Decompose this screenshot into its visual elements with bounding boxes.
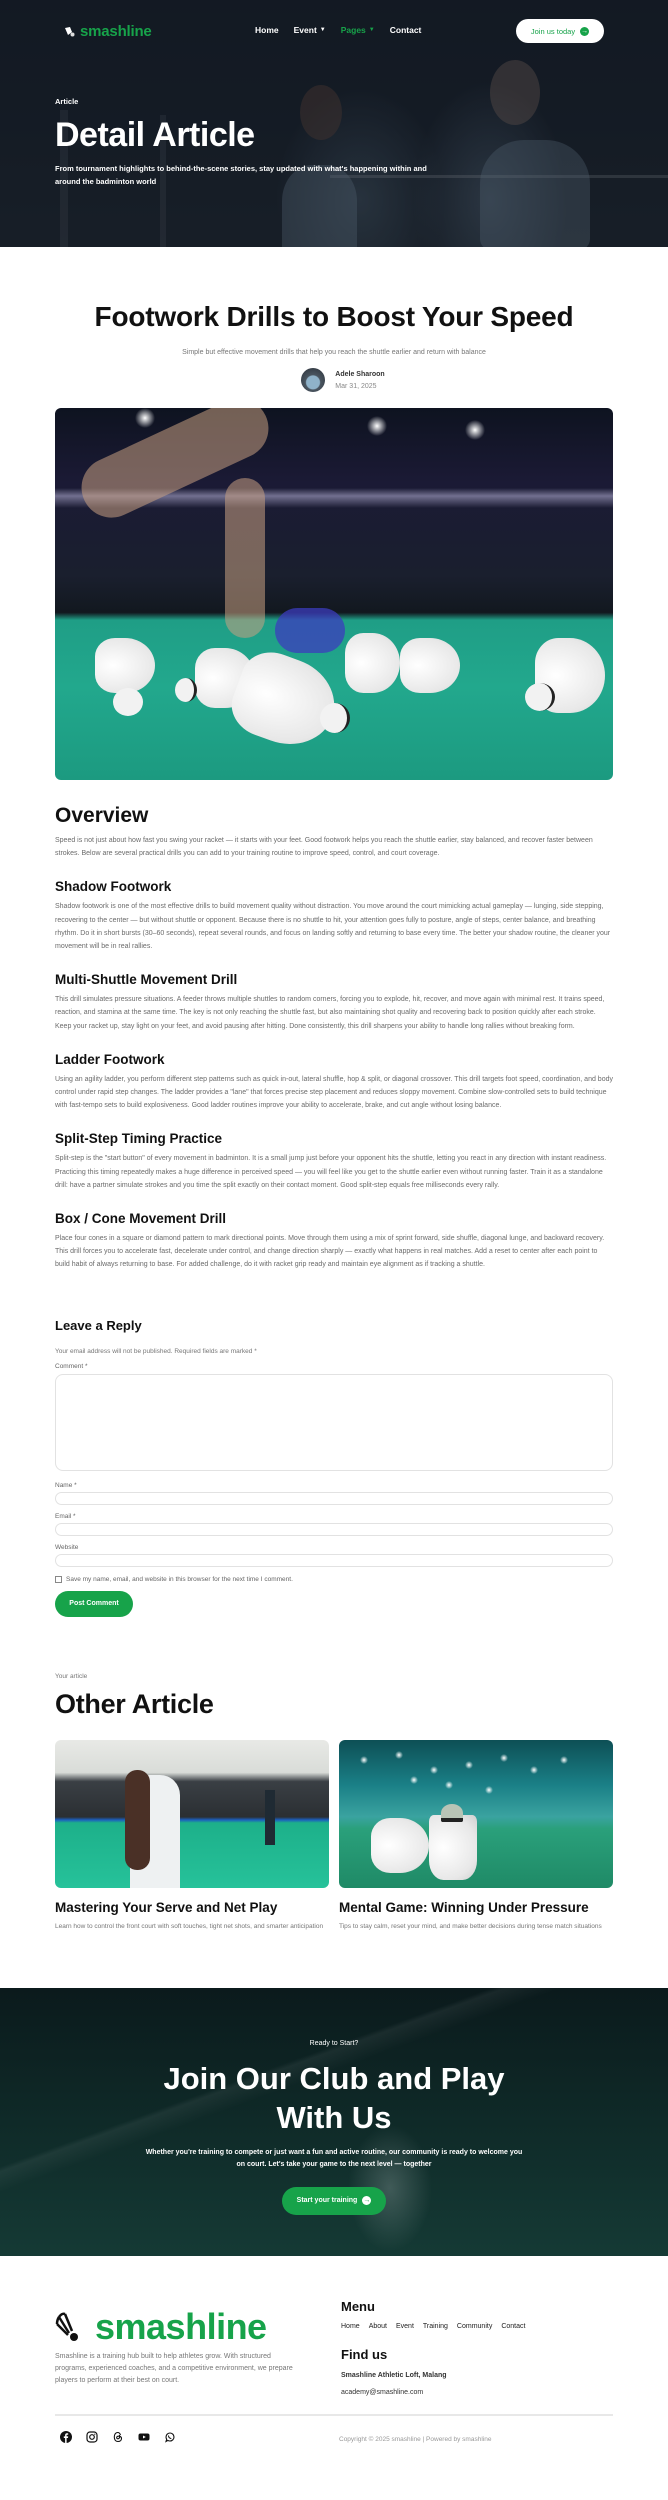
chevron-down-icon: ▼	[319, 27, 326, 33]
section-text: Speed is not just about how fast you swing your racket — it starts with your feet. Good footwork helps you reach the shuttle earlier, stay balanced, and recover faster between strokes. Below are several practical drills you can add to your training routine to improve speed, control, and court coverage.	[55, 837, 593, 858]
footer-logo[interactable]	[55, 2306, 267, 2348]
chevron-down-icon: ▼	[368, 27, 375, 33]
image-shuttle	[371, 1818, 429, 1873]
footer-link-home[interactable]: Home	[341, 2322, 360, 2330]
reply-note: Your email address will not be published. Required fields are marked *	[55, 1347, 257, 1355]
comment-label: Comment *	[55, 1362, 88, 1370]
article-body	[55, 804, 613, 1272]
article-card-title: Mastering Your Serve and Net Play	[55, 1899, 278, 1915]
other-eyebrow: Your article	[55, 1672, 88, 1680]
cta-subtitle: Whether you're training to compete or just want a fun and active routine, our community is ready to welcome you on court. Let's take your game to the next level — together	[145, 2148, 523, 2168]
footer-link-community[interactable]: Community	[456, 2322, 493, 2330]
email-label: Email *	[55, 1512, 76, 1520]
nav-item-pages[interactable]	[341, 25, 375, 35]
image-shuttle	[429, 1815, 477, 1880]
nav-label: Home	[255, 25, 279, 35]
footer-link-event[interactable]: Event	[395, 2322, 414, 2330]
facebook-icon[interactable]	[60, 2431, 72, 2443]
section-heading: Ladder Footwork	[55, 1051, 165, 1067]
cta-title	[0, 2059, 668, 2137]
youtube-icon[interactable]	[138, 2431, 150, 2443]
top-nav	[0, 18, 668, 44]
footer-divider	[55, 2414, 613, 2416]
hero-subtitle: From tournament highlights to behind-the-scene stories, stay updated with what's happening within and around the badminton world	[55, 164, 427, 186]
article-title: Footwork Drills to Boost Your Speed	[94, 301, 574, 332]
arrow-right-circle-icon: →	[363, 2197, 371, 2205]
nav-label: Event	[293, 25, 317, 35]
image-shuttle-cork	[441, 1804, 463, 1822]
section-text: Split-step is the "start button" of every movement in badminton. It is a small jump just before your opponent hits the shuttle, letting you react in any direction with instant readiness. Practicing this timing repeatedly makes a huge difference in perceived speed — you will feel like you get to the shuttle earlier even without running faster. Train it as a standalone drill: have a partner simulate strokes and you time the split exactly on their contact moment. Good split-step equals free milliseconds every rally.	[55, 1155, 607, 1189]
save-info-label: Save my name, email, and website in this browser for the next time I comment.	[66, 1575, 293, 1583]
article-card-title: Mental Game: Winning Under Pressure	[339, 1899, 589, 1915]
instagram-icon[interactable]	[86, 2431, 98, 2443]
other-title: Other Article	[55, 1688, 214, 1719]
footer-link-training[interactable]: Training	[422, 2322, 448, 2330]
footer-find-title: Find us	[341, 2346, 388, 2362]
nav-item-home[interactable]	[255, 25, 279, 35]
footer-email[interactable]: academy@smashline.com	[341, 2388, 424, 2396]
article-subtitle: Simple but effective movement drills that help you reach the shuttle earlier and return with balance	[182, 349, 486, 356]
article-card[interactable]	[339, 1740, 613, 1933]
author-name[interactable]: Adele Sharoon	[335, 370, 385, 378]
arrow-right-circle-icon: →	[581, 27, 589, 35]
article-card[interactable]	[55, 1740, 329, 1933]
author-avatar	[301, 368, 325, 392]
image-player-hair	[125, 1770, 150, 1870]
website-input[interactable]	[55, 1554, 613, 1567]
article-featured-image	[55, 408, 613, 780]
save-info-checkbox[interactable]	[55, 1576, 62, 1583]
name-input[interactable]	[55, 1492, 613, 1505]
footer-logo-text: smashline	[95, 2305, 267, 2347]
website-label: Website	[55, 1543, 79, 1551]
start-training-label: Start your training	[296, 2197, 358, 2205]
hero-title: Detail Article	[55, 116, 255, 154]
copyright: Copyright © 2025 smashline | Powered by smashline	[339, 2435, 492, 2443]
join-us-button[interactable]	[516, 19, 604, 43]
social-links	[60, 2431, 176, 2443]
threads-icon[interactable]	[112, 2431, 124, 2443]
cta-title-line: With Us	[276, 2099, 392, 2135]
cta-section	[0, 1988, 668, 2256]
logo-text: smashline	[80, 23, 152, 40]
nav-item-contact[interactable]	[390, 25, 422, 35]
shuttlecock-icon	[55, 2311, 85, 2343]
main-menu	[255, 25, 421, 35]
image-opponent	[265, 1790, 275, 1845]
cta-eyebrow: Ready to Start?	[309, 2039, 359, 2047]
footer-address: Smashline Athletic Loft, Malang	[341, 2371, 447, 2379]
article-cards	[55, 1740, 613, 1933]
section-text: Using an agility ladder, you perform different step patterns such as quick in-out, lateral shuffle, hop & split, or diagonal crossover. This drill targets foot speed, coordination, and body control under rapid step changes. The ladder provides a "lane" that forces precise step placement and reduces sloppy movement. Combine slow-controlled sets to build technique with fast-tempo sets to build explosiveness. Good ladder routines improve your ability to accelerate, brake, and cut angle without losing balance.	[55, 1075, 613, 1110]
comment-textarea[interactable]	[55, 1374, 613, 1471]
article-card-image	[339, 1740, 613, 1888]
nav-item-event[interactable]	[294, 25, 326, 35]
section-text: Shadow footwork is one of the most effective drills to build movement quality without distraction. You move around the court mimicking actual gameplay — lunging, side stepping, recovering to the center — but without shuttle or opponent. Because there is no shuttle to hit, your attention goes fully to posture, angle of steps, center balance, and breathing rhythm. Do it in short bursts (30–60 seconds), repeat several rounds, and focus on landing softly and returning to base every time. The better your shadow routine, the cleaner your movement will be in real rallies.	[55, 903, 611, 951]
footer	[0, 2256, 668, 2456]
section-heading: Overview	[55, 804, 149, 827]
comment-form	[55, 1318, 613, 1617]
section-text: This drill simulates pressure situations. A feeder throws multiple shuttles to random corners, forcing you to explode, hit, recover, and move again with minimal rest. It trains speed, reaction, and stamina at the same time. The key is not only reaching the shuttle fast, but also maintaining shot quality and recovering back to position quickly after each stroke. Keep your racket up, stay light on your feet, and avoid pausing after hitting. Done consistently, this drill sharpens your ability to handle long rallies without breaking form.	[55, 996, 605, 1030]
article-card-image	[55, 1740, 329, 1888]
section-heading: Multi-Shuttle Movement Drill	[55, 972, 238, 988]
start-training-button[interactable]	[282, 2187, 386, 2215]
footer-description: Smashline is a training hub built to help athletes grow. With structured programs, experienced coaches, and a competitive environment, we prepare players to perform at their best on court.	[55, 2352, 293, 2384]
author-info	[18, 368, 668, 392]
footer-link-contact[interactable]: Contact	[501, 2322, 526, 2330]
cta-title-line: Join Our Club and Play	[163, 2060, 505, 2096]
nav-label: Pages	[340, 25, 366, 35]
save-info-row	[55, 1576, 613, 1583]
logo[interactable]	[64, 23, 152, 40]
shuttlecock-icon	[64, 26, 76, 38]
footer-menu	[341, 2323, 525, 2330]
hero-section	[0, 0, 668, 247]
footer-link-about[interactable]: About	[368, 2322, 387, 2330]
email-input[interactable]	[55, 1523, 613, 1536]
hero-content	[55, 97, 475, 188]
post-comment-button[interactable]: Post Comment	[55, 1591, 133, 1617]
image-shoe	[275, 608, 345, 653]
section-heading: Box / Cone Movement Drill	[55, 1211, 227, 1227]
nav-label: Contact	[389, 25, 422, 35]
section-text: Place four cones in a square or diamond pattern to mark directional points. Move through them using a mix of sprint forward, side shuffle, diagonal lunge, and backward recovery. This drill forces you to accelerate fast, decelerate under control, and change direction sharply — exactly what happens in real matches. Add a reset to center after each point to build habit of always returning to base. For added challenge, do it with racket grip ready and maintain eye alignment as if tracking a shuttle.	[55, 1235, 605, 1269]
hero-eyebrow: Article	[55, 97, 79, 106]
join-us-label: Join us today	[530, 26, 576, 36]
footer-menu-title: Menu	[341, 2298, 375, 2314]
other-articles	[55, 1673, 613, 1933]
reply-title: Leave a Reply	[55, 1317, 142, 1333]
article-card-desc: Tips to stay calm, reset your mind, and make better decisions during tense match situations	[339, 1922, 602, 1930]
publish-date: Mar 31, 2025	[335, 382, 377, 390]
section-heading: Split-Step Timing Practice	[55, 1131, 223, 1147]
image-player-leg	[225, 478, 265, 638]
name-label: Name *	[55, 1481, 77, 1489]
article-card-desc: Learn how to control the front court with soft touches, tight net shots, and smarter anticipation	[55, 1922, 324, 1930]
section-heading: Shadow Footwork	[55, 879, 172, 895]
article-header	[0, 247, 668, 392]
whatsapp-icon[interactable]	[164, 2431, 176, 2443]
